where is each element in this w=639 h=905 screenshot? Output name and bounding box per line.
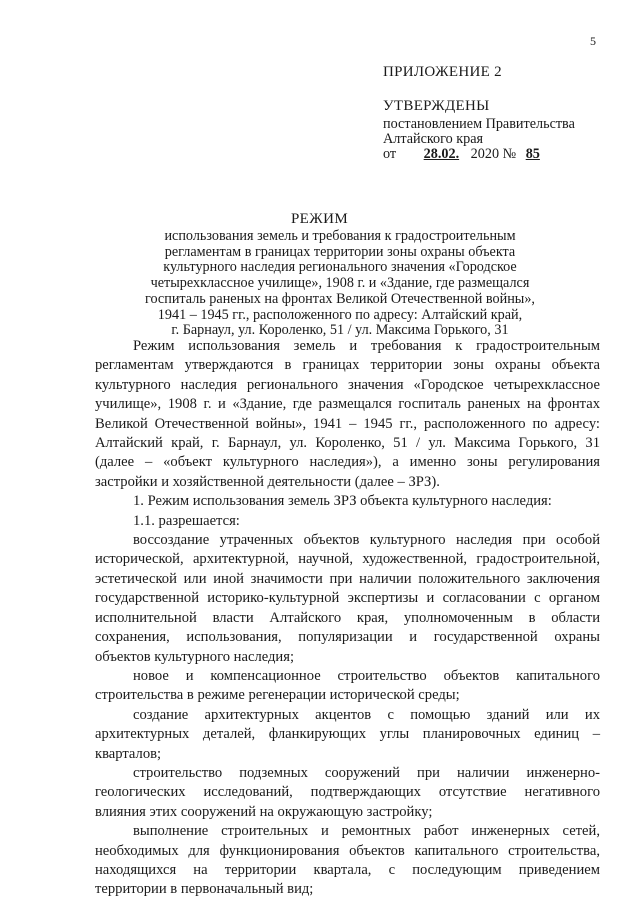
document-body <box>95 337 600 900</box>
paragraph <box>95 531 600 667</box>
paragraph-line: находящихся на территории квартала, с последующим приведением <box>95 861 600 878</box>
paragraph-line: влияния этих сооружений на окружающую застройку; <box>95 803 433 820</box>
paragraph-line: 1. Режим использования земель ЗРЗ объекта культурного наследия: <box>133 493 552 510</box>
paragraph-line: (далее – «объект культурного наследия»), а именно зоны регулирования <box>95 454 600 471</box>
paragraph-line: Режим использования земель и требования к градостроительным <box>133 338 600 354</box>
paragraph-line: Алтайский край, г. Барнаул, ул. Короленко, 51 / ул. Максима Горького, 31 <box>95 435 600 452</box>
approval-date: 28.02. <box>423 146 460 162</box>
subtitle-line: 1941 – 1945 гг., расположенного по адресу: Алтайский край, <box>157 306 523 323</box>
paragraph-line: 1.1. разрешается: <box>133 512 240 529</box>
approval-year: 2020 № <box>470 146 517 162</box>
paragraph-line: выполнение строительных и ремонтных работ инженерных сетей, <box>133 823 600 840</box>
subtitle-line: культурного наследия регионального значения «Городское <box>163 259 517 276</box>
paragraph-line: архитектурных деталей, фланкирующих углы планировочных единиц – <box>95 726 600 743</box>
paragraph <box>95 337 600 492</box>
appendix-label: ПРИЛОЖЕНИЕ 2 <box>383 64 502 80</box>
paragraph-line: регламентам утверждаются в границах территории зоны охраны объекта <box>95 357 600 374</box>
approved-heading: УТВЕРЖДЕНЫ <box>383 98 490 114</box>
approved-line-2: Алтайского края <box>383 131 484 147</box>
paragraph <box>95 492 600 511</box>
paragraph-line: территории в первоначальный вид; <box>95 881 314 898</box>
paragraph-line: геологических исследований, подтверждающих отсутствие негативного <box>95 784 600 801</box>
paragraph-line: новое и компенсационное строительство объектов капитального <box>133 667 600 684</box>
subtitle-line: г. Барнаул, ул. Короленко, 51 / ул. Максима Горького, 31 <box>171 322 509 339</box>
approved-date-line <box>383 146 562 163</box>
date-prefix: от <box>383 146 397 162</box>
paragraph-line: воссоздание утраченных объектов культурного наследия при особой <box>133 532 600 549</box>
paragraph <box>95 512 600 531</box>
paragraph-line: Великой Отечественной войны», 1941 – 1945 гг., расположенного по адресу: <box>95 415 600 432</box>
paragraph <box>95 822 600 900</box>
paragraph <box>95 667 600 706</box>
paragraph-line: училище», 1908 г. и «Здание, где размещался госпиталь раненых на фронтах <box>95 396 600 413</box>
document-subtitle <box>100 229 580 339</box>
paragraph-line: создание архитектурных акцентов с помощью зданий или их <box>133 706 600 723</box>
paragraph-line: эстетической или иной значимости при наличии положительного заключения <box>95 570 600 587</box>
paragraph-line: строительства в режиме регенерации исторической среды; <box>95 687 460 704</box>
subtitle-line: регламентам в границах территории зоны охраны объекта <box>164 243 516 260</box>
paragraph-line: культурного наследия регионального значения «Городское четырехклассное <box>95 376 600 393</box>
subtitle-line: госпиталь раненых на фронтах Великой Отечественной войны», <box>145 290 535 307</box>
paragraph <box>95 764 600 822</box>
paragraph-line: государственной историко-культурной экспертизы и согласовании с органом <box>95 590 600 607</box>
paragraph <box>95 706 600 764</box>
paragraph-line: кварталов; <box>95 745 162 762</box>
page-number: 5 <box>590 34 596 48</box>
paragraph-line: необходимых для функционирования объектов капитального строительства, <box>95 842 600 859</box>
paragraph-line: сохранения, использования, популяризации и государственной охраны <box>95 629 600 646</box>
paragraph-line: исторической, архитектурной, научной, художественной, градостроительной, <box>95 551 600 568</box>
approval-number: 85 <box>525 146 540 162</box>
paragraph-line: объектов культурного наследия; <box>95 648 295 665</box>
paragraph-line: исполнительной власти Алтайского края, уполномоченным в области <box>95 609 600 626</box>
subtitle-line: использования земель и требования к градостроительным <box>164 228 516 244</box>
subtitle-line: четырехклассное училище», 1908 г. и «Здание, где размещался <box>150 275 530 292</box>
paragraph-line: застройки и хозяйственной деятельности (далее – ЗРЗ). <box>95 473 440 490</box>
paragraph-line: строительство подземных сооружений при наличии инженерно- <box>133 764 600 781</box>
document-title: РЕЖИМ <box>290 211 349 227</box>
approved-line-1: постановлением Правительства <box>383 116 575 132</box>
